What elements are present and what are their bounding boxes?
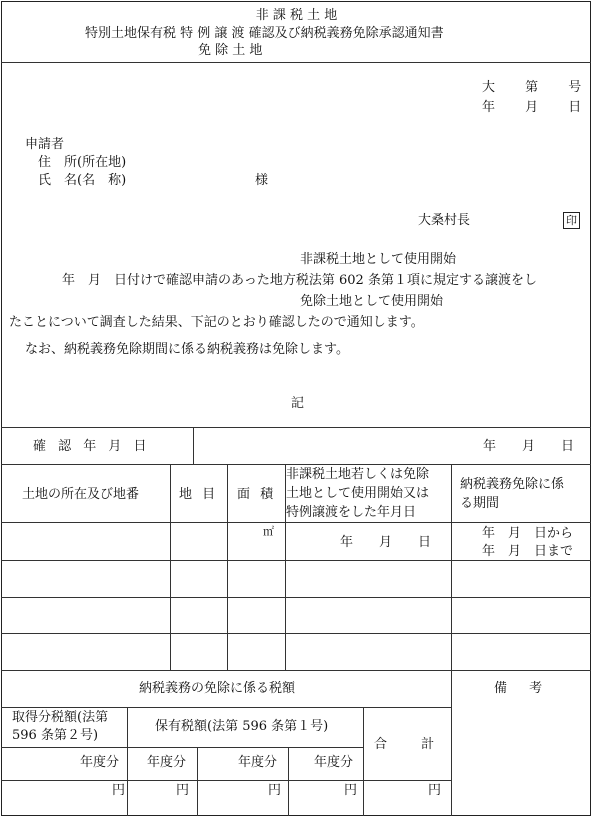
table1-header-bottom bbox=[1, 522, 591, 523]
issuer-name: 大桑村長 bbox=[418, 213, 471, 228]
start-date-value: 年 月 日 bbox=[340, 535, 432, 550]
body-para2: なお、納税義務免除期間に係る納税義務は免除します。 bbox=[25, 342, 349, 357]
seal-icon: 印 bbox=[563, 212, 580, 229]
table1-col2 bbox=[227, 464, 228, 670]
year-label-2: 年度分 bbox=[147, 755, 187, 770]
header-line1: 非 課 税 土 地 bbox=[255, 8, 338, 23]
acquisition-tax-label-1: 取得分税額(法第 bbox=[12, 710, 109, 725]
acquisition-tax-label-2: 596 条第２号) bbox=[12, 728, 99, 743]
table2-acq-divider bbox=[127, 707, 128, 747]
total-label: 合 計 bbox=[374, 737, 435, 752]
table1-top bbox=[1, 427, 591, 428]
table2-year-bottom bbox=[1, 780, 452, 781]
yen-4: 円 bbox=[344, 783, 358, 798]
table1-row1-bottom bbox=[1, 560, 591, 561]
table2-col-d bbox=[363, 780, 364, 816]
col-start-header-3: 特例譲渡をした年月日 bbox=[286, 505, 417, 520]
col-area-header: 面 積 bbox=[237, 487, 274, 502]
yen-5: 円 bbox=[428, 783, 442, 798]
holding-tax-label: 保有税額(法第 596 条第１号) bbox=[155, 719, 329, 734]
applicant-heading: 申請者 bbox=[25, 137, 65, 152]
body-continuation: たことについて調査した結果、下記のとおり確認したので通知します。 bbox=[9, 315, 424, 330]
table2-subheader-bottom bbox=[1, 747, 363, 748]
table1-confirm-bottom bbox=[1, 464, 591, 465]
body-alt-top: 非課税土地として使用開始 bbox=[300, 252, 457, 267]
body-main: 年 月 日付けで確認申請のあった地方税法第 602 条第１項に規定する譲渡をし bbox=[62, 273, 537, 288]
honorific: 様 bbox=[255, 173, 269, 188]
applicant-address-label: 住 所(所在地) bbox=[38, 155, 127, 170]
table2-col-a bbox=[127, 747, 128, 816]
col-location-header: 土地の所在及び地番 bbox=[22, 487, 140, 502]
yen-1: 円 bbox=[112, 783, 126, 798]
body-alt-bottom: 免除土地として使用開始 bbox=[300, 294, 444, 309]
area-unit: ㎡ bbox=[263, 525, 274, 538]
applicant-name-label: 氏 名(名 称) bbox=[38, 173, 127, 188]
col-category-header: 地 目 bbox=[179, 487, 216, 502]
confirm-date-label: 確 認 年 月 日 bbox=[33, 439, 147, 454]
col-start-header-1: 非課税土地若しくは免除 bbox=[286, 467, 430, 482]
table1-bottom bbox=[1, 670, 591, 671]
year-label-1: 年度分 bbox=[80, 755, 120, 770]
period-from: 年 月 日から bbox=[482, 526, 574, 541]
col-start-header-2: 土地として使用開始又は bbox=[286, 486, 430, 501]
col-period-header-1: 納税義務免除に係 bbox=[460, 477, 565, 492]
table2-col-b bbox=[197, 747, 198, 816]
ki-mark: 記 bbox=[291, 396, 305, 411]
confirm-date-value: 年 月 日 bbox=[483, 439, 575, 454]
table2-title-divider bbox=[451, 670, 452, 707]
year-label-4: 年度分 bbox=[314, 755, 354, 770]
header-line3: 免 除 土 地 bbox=[198, 43, 263, 58]
year-label-3: 年度分 bbox=[238, 755, 278, 770]
yen-2: 円 bbox=[176, 783, 190, 798]
tax-amount-title: 納税義務の免除に係る税額 bbox=[139, 681, 296, 696]
table1-confirm-divider bbox=[193, 427, 194, 464]
table1-row3-bottom bbox=[1, 633, 591, 634]
doc-number: 大 第 号 bbox=[482, 80, 582, 95]
table2-title-bottom bbox=[1, 707, 452, 708]
period-to: 年 月 日まで bbox=[482, 544, 574, 559]
issue-date: 年 月 日 bbox=[482, 100, 582, 115]
table2-col-c bbox=[288, 747, 289, 816]
yen-3: 円 bbox=[268, 783, 282, 798]
remarks-header: 備 考 bbox=[494, 681, 543, 696]
table2-remarks-divider bbox=[451, 707, 452, 816]
header-divider bbox=[1, 62, 591, 63]
table1-row2-bottom bbox=[1, 597, 591, 598]
col-period-header-2: る期間 bbox=[460, 496, 500, 511]
header-line2: 特別土地保有税 特 例 譲 渡 確認及び納税義務免除承認通知書 bbox=[85, 26, 444, 41]
table1-col4 bbox=[451, 464, 452, 670]
table2-total-divider bbox=[363, 707, 364, 780]
table1-col1 bbox=[170, 464, 171, 670]
